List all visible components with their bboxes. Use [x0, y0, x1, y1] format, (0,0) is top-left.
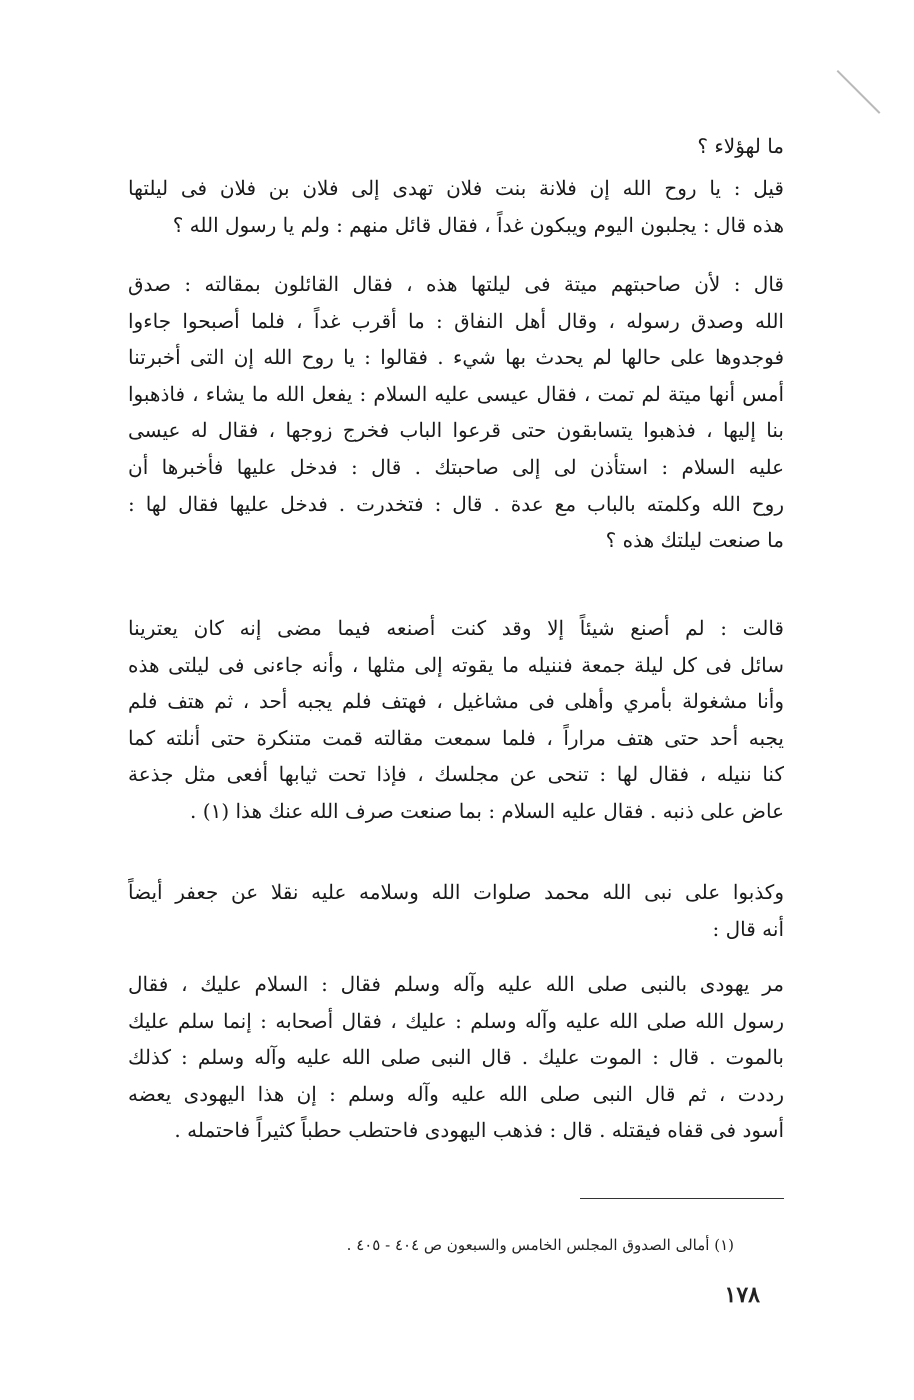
text-line: روح الله وكلمته بالباب مع عدة . قال : فتخدرت . فدخل عليها فقال لها : — [128, 491, 784, 516]
text-line: رددت ، ثم قال النبى صلى الله عليه وآله وسلم : إن هذا اليهودى يعضه — [128, 1081, 784, 1106]
text-line: كنا ننيله ، فقال لها : تنحى عن مجلسك ، فإذا تحت ثيابها أفعى مثل جذعة — [128, 762, 784, 787]
paragraph-4 — [128, 874, 784, 947]
text-line: أنه قال : — [712, 916, 784, 941]
text-line: مر يهودى بالنبى صلى الله عليه وآله وسلم فقال : السلام عليك ، فقال — [128, 972, 784, 996]
page-number: ١٧٨ — [724, 1282, 760, 1308]
paragraph-3 — [128, 610, 784, 830]
footnote-divider — [580, 1198, 784, 1199]
text-line: سائل فى كل ليلة جمعة فننيله ما يقوته إلى مثلها ، وأنه جاءنى فى ليلتى هذه — [128, 652, 784, 677]
text-line: الله وصدق رسوله ، وقال أهل النفاق : ما أقرب غداً ، فلما أصبحوا جاءوا — [128, 308, 784, 333]
text-line: قالت : لم أصنع شيئاً إلا وقد كنت أصنعه فيما مضى إنه كان يعترينا — [128, 616, 784, 640]
text-line: فوجدوها على حالها لم يحدث بها شيء . فقالوا : يا روح الله إن التى أخبرتنا — [128, 345, 784, 370]
text-line: ما لهؤلاء ؟ — [697, 134, 784, 158]
text-line: عاض على ذنبه . فقال عليه السلام : بما صنعت صرف الله عنك هذا (١) . — [190, 798, 784, 823]
text-line: بالموت . قال : الموت عليك . قال النبى صلى الله عليه وآله وسلم : كذلك — [128, 1045, 784, 1070]
text-line: يجبه أحد حتى هتف مراراً ، فلما سمعت مقالته قمت متنكرة حتى أنلته كما — [128, 725, 784, 750]
paragraph-5 — [128, 966, 784, 1149]
footnote: (١) أمالى الصدوق المجلس الخامس والسبعون ص ٤٠٤ - ٤٠٥ . — [346, 1236, 734, 1254]
text-line: قيل : يا روح الله إن فلانة بنت فلان تهدى إلى فلان بن فلان فى ليلتها — [128, 176, 784, 200]
paragraph-2 — [128, 266, 784, 559]
paragraph-0 — [128, 128, 784, 165]
text-line: ما صنعت ليلتك هذه ؟ — [605, 528, 784, 553]
text-line: وأنا مشغولة بأمري وأهلى فى مشاغيل ، فهتف فلم يجبه أحد ، ثم هتف فلم — [128, 689, 784, 714]
paragraph-1 — [128, 170, 784, 243]
text-line: قال : لأن صاحبتهم ميتة فى ليلتها هذه ، فقال القائلون بمقالته : صدق — [128, 272, 784, 296]
text-line: عليه السلام : استأذن لى إلى صاحبتك . قال : فدخل عليها فأخبرها أن — [128, 454, 784, 479]
scan-corner-mark — [837, 70, 881, 114]
text-line: بنا إليها ، فذهبوا يتسابقون حتى قرعوا الباب فخرج زوجها ، فقال له عيسى — [128, 418, 784, 443]
text-line: أمس أنها ميتة لم تمت ، فقال عيسى عليه السلام : يفعل الله ما يشاء ، فاذهبوا — [128, 381, 784, 406]
text-line: هذه قال : يجلبون اليوم ويبكون غداً ، فقال قائل منهم : ولم يا رسول الله ؟ — [172, 212, 784, 237]
text-line: وكذبوا على نبى الله محمد صلوات الله وسلامه عليه نقلا عن جعفر أيضاً — [128, 880, 784, 904]
text-line: رسول الله صلى الله عليه وآله وسلم : عليك ، فقال أصحابه : إنما سلم عليك — [128, 1008, 784, 1033]
text-line: أسود فى قفاه فيقتله . قال : فذهب اليهودى فاحتطب حطباً كثيراً فاحتمله . — [174, 1118, 784, 1143]
